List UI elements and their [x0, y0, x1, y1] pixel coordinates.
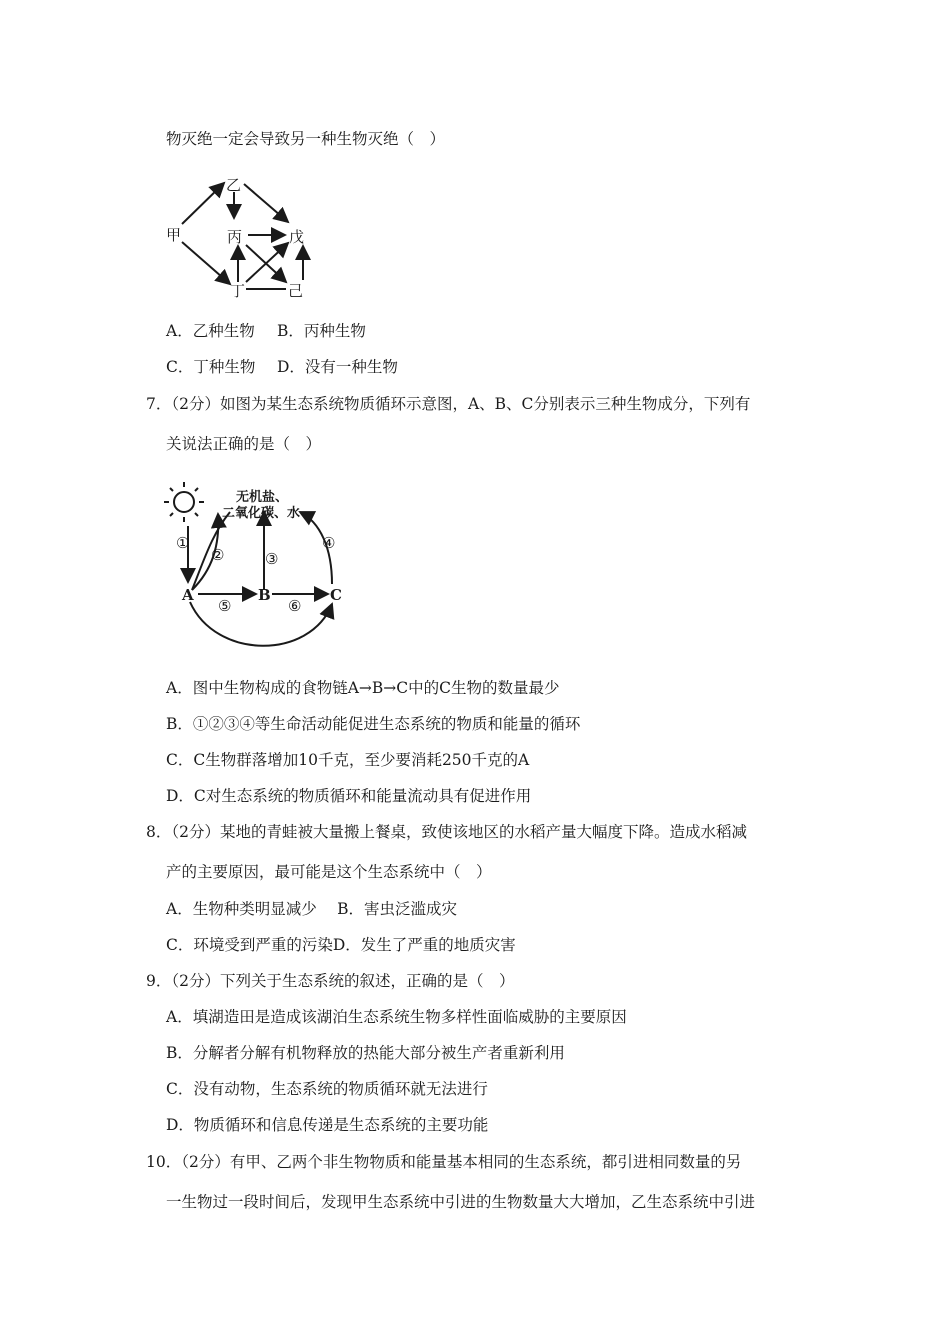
q7-node-a: A — [182, 586, 194, 604]
q7-arrow-4: ④ — [322, 534, 336, 552]
q9-stem: 9．（2分）下列关于生态系统的叙述，正确的是（ ） — [146, 972, 515, 990]
q7-arrow-2: ② — [211, 546, 225, 564]
q6-node-jia: 甲 — [166, 226, 182, 244]
q7-stem-line1: 7．（2分）如图为某生态系统物质循环示意图，A、B、C分别表示三种生物成分，下列有 — [146, 395, 751, 413]
q6-node-bing: 丙 — [227, 228, 243, 246]
q6-food-web-diagram — [160, 170, 320, 300]
q8-options-cd: C．环境受到严重的污染D．发生了严重的地质灾害 — [166, 936, 516, 954]
q6-option-c: C．丁种生物 — [166, 358, 256, 376]
q10-stem-line2: 一生物过一段时间后，发现甲生态系统中引进的生物数量大大增加，乙生态系统中引进 — [166, 1193, 756, 1211]
q8-stem-line1: 8．（2分）某地的青蛙被大量搬上餐桌，致使该地区的水稻产量大幅度下降。造成水稻减 — [146, 823, 747, 841]
q7-option-c: C．C生物群落增加10千克，至少要消耗250千克的A — [166, 751, 530, 769]
q8-options-ab: A．生物种类明显减少 B．害虫泛滥成灾 — [166, 900, 458, 918]
q7-label-co2-water: 二氧化碳、水 — [222, 506, 301, 521]
q7-arrow-6: ⑥ — [288, 597, 302, 615]
q6-node-ji: 己 — [288, 282, 304, 300]
q7-option-b: B．①②③④等生命活动能促进生态系统的物质和能量的循环 — [166, 715, 581, 733]
q6-node-yi: 乙 — [226, 176, 242, 194]
q6-option-a: A．乙种生物 — [166, 322, 255, 340]
q9-option-b: B．分解者分解有机物释放的热能大部分被生产者重新利用 — [166, 1044, 565, 1062]
q6-node-ding: 丁 — [230, 282, 246, 300]
q7-arrow-5: ⑤ — [218, 597, 232, 615]
q7-node-b: B — [258, 586, 271, 604]
sun-icon — [164, 482, 204, 522]
q7-arrow-3: ③ — [265, 550, 279, 568]
q6-node-wu: 戊 — [289, 228, 305, 246]
q7-option-d: D．C对生态系统的物质循环和能量流动具有促进作用 — [166, 787, 532, 805]
q6-option-d: D．没有一种生物 — [277, 358, 398, 376]
q7-node-c: C — [330, 586, 342, 604]
q7-material-cycle-diagram — [160, 478, 360, 658]
q7-option-a: A．图中生物构成的食物链A→B→C中的C生物的数量最少 — [166, 679, 560, 697]
q9-option-a: A．填湖造田是造成该湖泊生态系统生物多样性面临威胁的主要原因 — [166, 1008, 627, 1026]
q8-stem-line2: 产的主要原因，最可能是这个生态系统中（ ） — [166, 863, 492, 881]
q10-stem-line1: 10．（2分）有甲、乙两个非生物物质和能量基本相同的生态系统，都引进相同数量的另 — [146, 1153, 742, 1171]
q7-label-minerals: 无机盐、 — [236, 490, 289, 505]
q6-stem-tail: 物灭绝一定会导致另一种生物灭绝（ ） — [166, 130, 446, 148]
q9-option-d: D．物质循环和信息传递是生态系统的主要功能 — [166, 1116, 489, 1134]
q9-option-c: C．没有动物，生态系统的物质循环就无法进行 — [166, 1080, 488, 1098]
q6-option-b: B．丙种生物 — [277, 322, 366, 340]
q7-arrow-1: ① — [176, 534, 190, 552]
q7-stem-line2: 关说法正确的是（ ） — [166, 435, 322, 453]
